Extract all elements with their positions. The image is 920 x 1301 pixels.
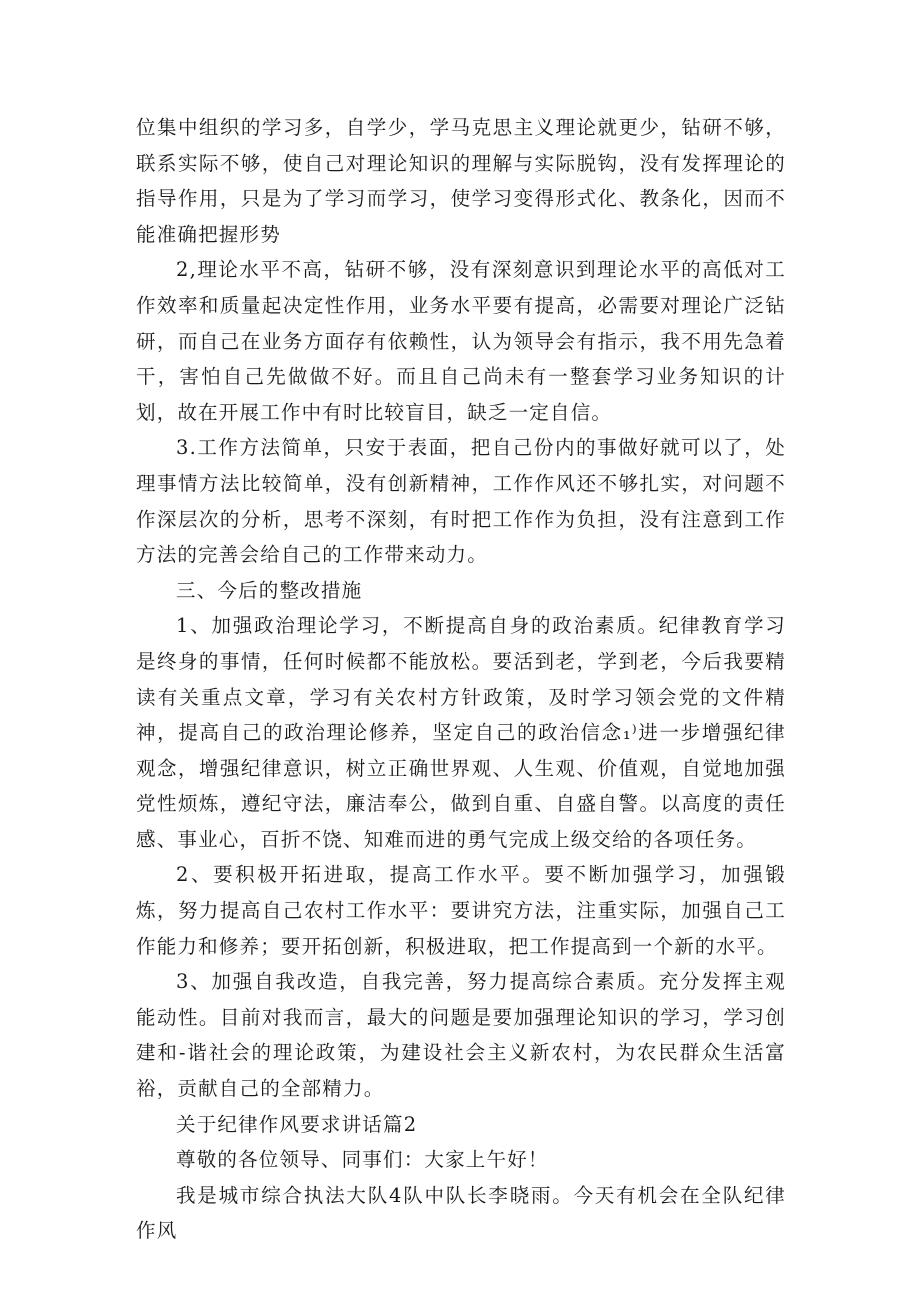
paragraph-work-method: 3.工作方法简单，只安于表面，把自己份内的事做好就可以了，处理事情方法比较简单，没有创新精神，工作作风还不够扎实，对问题不作深层次的分析，思考不深刻，有时把工作作为负担，没有注意到工作方法的完善会给自己的工作带来动力。 bbox=[136, 436, 786, 567]
paragraph-measure-2: 2、要积极开拓进取，提高工作水平。要不断加强学习，加强锻炼，努力提高自己农村工作水平：要讲究方法，注重实际，加强自己工作能力和修养；要开拓创新，积极进取，把工作提高到一个新的水平。 bbox=[136, 863, 786, 958]
speech-intro: 我是城市综合执法大队4队中队长李晓雨。今天有机会在全队纪律作风 bbox=[136, 1183, 786, 1243]
paragraph-measure-3: 3、加强自我改造，自我完善，努力提高综合素质。充分发挥主观能动性。目前对我而言，最大的问题是要加强理论知识的学习，学习创建和-谐社会的理论政策，为建设社会主义新农村，为农民群众生活富裕，贡献自己的全部精力。 bbox=[136, 970, 786, 1101]
document-body bbox=[136, 110, 786, 1249]
paragraph-measure-1: 1、加强政治理论学习，不断提高自身的政治素质。纪律教育学习是终身的事情，任何时候都不能放松。要活到老，学到老，今后我要精读有关重点文章，学习有关农村方针政策，及时学习领会党的文件精神，提高自己的政治理论修养，坚定自己的政治信念₁⁾进一步增强纪律观念，增强纪律意识，树立正确世界观、人生观、价值观，自觉地加强党性烦炼，遵纪守法，廉洁奉公，做到自重、自盛自警。以高度的责任感、事业心，百折不饶、知难而进的勇气完成上级交给的各项任务。 bbox=[136, 614, 786, 851]
paragraph-theory-level: 2,理论水平不高，钻研不够，没有深刻意识到理论水平的高低对工作效率和质量起决定性作用，业务水平要有提高，必需要对理论广泛钻研，而自己在业务方面存有依赖性，认为领导会有指示，我不用先急着干，害怕自己先做做不好。而且自己尚未有一整套学习业务知识的计划，故在开展工作中有时比较盲目，缺乏一定自信。 bbox=[136, 258, 786, 424]
paragraph-study-problems: 位集中组织的学习多，自学少，学马克思主义理论就更少，钻研不够，联系实际不够，使自己对理论知识的理解与实际脱钩，没有发挥理论的指导作用，只是为了学习而学习，使学习变得形式化、教条化，因而不能准确把握形势 bbox=[136, 116, 786, 246]
section-heading-rectification: 三、今后的整改措施 bbox=[176, 578, 363, 602]
speech-greeting: 尊敬的各位领导、同事们：大家上午好！ bbox=[176, 1148, 549, 1172]
speech-title: 关于纪律作风要求讲话篇2 bbox=[176, 1112, 418, 1136]
